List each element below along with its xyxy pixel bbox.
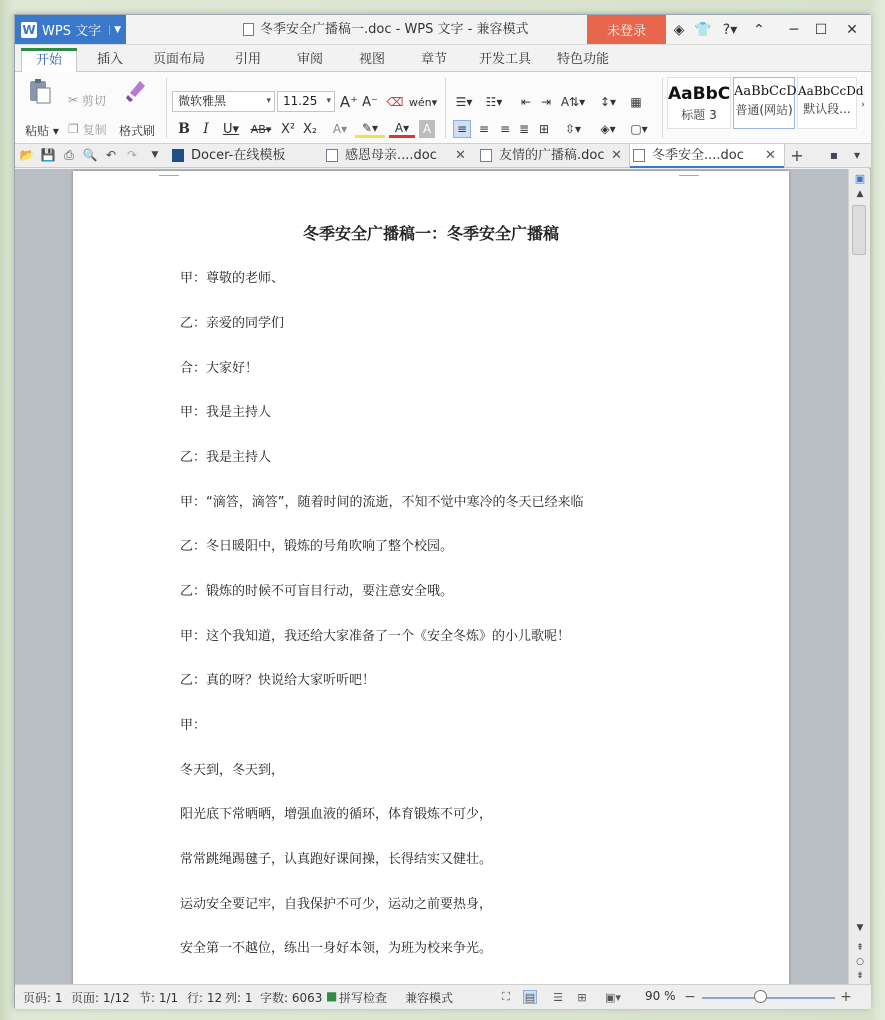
paragraph[interactable]: 合：大家好！ (180, 361, 259, 376)
subscript-icon[interactable]: X₂ (302, 121, 318, 137)
zoom-slider-thumb[interactable] (754, 990, 767, 1003)
print-icon[interactable]: ⎙ (64, 147, 74, 162)
font-size-select[interactable]: 11.25 ▾ (277, 91, 335, 112)
ruler-toggle-icon[interactable]: ▣ (854, 171, 866, 185)
superscript-icon[interactable]: X² (280, 121, 296, 137)
separator (662, 78, 663, 138)
doc-tab-gratitude-mother[interactable] (323, 144, 471, 168)
cut-button[interactable] (68, 92, 106, 108)
copy-label: 复制 (82, 122, 107, 137)
style-preview: AaBbCcD (734, 84, 797, 99)
italic-icon[interactable]: I (203, 121, 209, 137)
shirt-icon[interactable]: 👕 (694, 21, 712, 38)
paragraph[interactable]: 甲： (180, 718, 207, 733)
grow-font-icon[interactable]: A⁺ (339, 93, 359, 111)
paste-button[interactable]: 粘贴 ▾ (25, 124, 59, 138)
separator (166, 78, 167, 138)
spell-check-button[interactable]: 拼写检查 (339, 991, 388, 1005)
vertical-scrollbar[interactable] (848, 169, 870, 984)
document-icon (243, 23, 254, 36)
style-heading3[interactable] (667, 77, 731, 129)
close-icon[interactable]: ✕ (611, 148, 622, 163)
tab-home[interactable]: 开始 (21, 48, 77, 73)
paragraph[interactable]: 乙：亲爱的同学们 (180, 316, 285, 331)
distributed-icon[interactable]: ⊞ (538, 122, 550, 136)
paragraph[interactable]: 甲：尊敬的老师、 (180, 271, 285, 286)
paragraph[interactable]: 运动安全要记牢，自我保护不可少，运动之前要热身， (180, 897, 493, 912)
justify-icon[interactable]: ≣ (518, 122, 530, 136)
tab-view[interactable]: 视图 (358, 52, 385, 67)
save-icon[interactable]: 💾 (40, 148, 56, 162)
style-caption: 普通(网站) (735, 103, 793, 117)
close-icon[interactable]: ✕ (765, 148, 776, 163)
style-normal-web[interactable] (733, 77, 795, 129)
web-view-icon[interactable]: ⊞ (577, 990, 587, 1004)
style-default-paragraph[interactable] (797, 77, 864, 129)
copy-icon: ❐ (68, 122, 79, 136)
paste-icon[interactable] (25, 76, 55, 106)
redo-icon[interactable]: ↷ (126, 148, 138, 162)
scissors-icon: ✂ (68, 93, 79, 107)
paragraph[interactable]: 甲：这个我知道，我还给大家准备了一个《安全冬炼》的小儿歌呢！ (180, 629, 571, 644)
style-caption: 标题 3 (681, 108, 717, 122)
paragraph[interactable]: 冬天到，冬天到， (180, 763, 285, 778)
clear-format-icon[interactable]: ⌫ (386, 95, 404, 109)
wps-window (14, 14, 870, 1008)
print-preview-icon[interactable]: 🔍 (82, 148, 98, 162)
highlight-icon[interactable]: ✎▾ (355, 120, 385, 138)
bold-icon[interactable]: B (178, 121, 190, 137)
zoom-slider-track[interactable] (702, 997, 835, 999)
separator (445, 78, 446, 138)
decrease-indent-icon[interactable]: ⇤ (520, 95, 532, 109)
doc-tab-docer[interactable] (169, 144, 317, 168)
underline-icon[interactable]: U▾ (222, 121, 240, 137)
document-tabs-bar (15, 144, 871, 168)
document-icon (326, 149, 338, 162)
window-title-text: 冬季安全广播稿一.doc - WPS 文字 - 兼容模式 (260, 22, 529, 37)
tab-menu-icon[interactable]: ▾ (853, 148, 861, 162)
chinese-layout-icon[interactable]: A⇅▾ (560, 95, 586, 109)
document-page[interactable] (73, 171, 789, 1001)
status-bar (15, 984, 871, 1009)
document-icon (480, 149, 492, 162)
paragraph[interactable]: 乙：我是主持人 (180, 450, 272, 465)
format-painter-button[interactable]: 格式刷 (119, 124, 156, 138)
menu-bar (15, 45, 871, 72)
sort-icon[interactable]: ↕▾ (599, 95, 617, 109)
shrink-font-icon[interactable]: A⁻ (362, 94, 378, 110)
document-icon (633, 149, 645, 162)
strikethrough-icon[interactable]: AB▾ (250, 122, 272, 136)
page-corner-mark (159, 171, 179, 176)
skin-icon[interactable]: ◈ (673, 21, 685, 38)
bullets-icon[interactable]: ☰▾ (455, 95, 473, 109)
line-spacing-icon[interactable]: ⇳▾ (564, 122, 582, 136)
doc-tab-label: Docer-在线模板 (191, 148, 286, 163)
reading-view-icon[interactable]: ▣▾ (605, 990, 621, 1004)
close-button[interactable]: ✕ (846, 21, 858, 38)
align-right-icon[interactable]: ≡ (499, 122, 511, 136)
login-button[interactable]: 未登录 (587, 15, 666, 44)
status-row: 行: 12 (187, 991, 223, 1005)
help-icon[interactable]: ?▾ (722, 21, 738, 38)
tab-list-icon[interactable]: ▪ (829, 148, 839, 162)
compat-mode-label: 兼容模式 (405, 991, 454, 1005)
tab-review[interactable]: 审阅 (296, 52, 323, 67)
paragraph[interactable]: 甲：我是主持人 (180, 405, 272, 420)
paragraph[interactable]: 甲：“滴答，滴答”，随着时间的流逝，不知不觉中寒冷的冬天已经来临 (180, 495, 584, 510)
tab-references[interactable]: 引用 (234, 52, 261, 67)
zoom-in-icon[interactable]: + (840, 989, 852, 1005)
select-browse-object-icon[interactable]: ○ (856, 957, 864, 967)
outline-view-icon[interactable]: ☰ (553, 990, 563, 1004)
wps-logo-icon: W (22, 22, 36, 37)
align-left-icon[interactable]: ≡ (453, 120, 471, 138)
fullscreen-view-icon[interactable]: ⛶ (502, 990, 510, 1003)
copy-button[interactable] (68, 121, 107, 137)
paragraph[interactable]: 乙：冬日暖阳中，锻炼的号角吹响了整个校园。 (180, 539, 454, 554)
paragraph-shading-icon[interactable]: ◈▾ (600, 122, 616, 136)
next-page-icon[interactable]: ⇟ (856, 971, 864, 981)
tab-special-features[interactable]: 特色功能 (556, 52, 609, 67)
page-view-icon[interactable]: ▤ (524, 990, 536, 1004)
tab-developer[interactable]: 开发工具 (478, 52, 531, 67)
page-corner-mark (679, 171, 699, 176)
status-section[interactable]: 节: 1/1 (139, 991, 179, 1005)
title-bar (15, 15, 871, 45)
paragraph[interactable]: 乙：真的呀？快说给大家听听吧！ (180, 673, 376, 688)
scroll-up-icon[interactable]: ▲ (856, 189, 864, 199)
style-caption: 默认段... (803, 102, 851, 116)
table-icon[interactable]: ▦ (630, 95, 642, 109)
border-icon[interactable]: ▢▾ (630, 122, 648, 136)
close-icon[interactable]: ✕ (455, 148, 466, 163)
scroll-down-icon[interactable]: ▼ (856, 923, 864, 933)
status-word-count[interactable]: 字数: 6063 (260, 991, 323, 1005)
app-name: WPS 文字 (42, 24, 102, 39)
zoom-level[interactable]: 90 % (645, 989, 676, 1003)
customize-toolbar-icon[interactable]: ▼ (151, 150, 159, 160)
minimize-button[interactable]: ─ (789, 21, 799, 38)
doc-tab-label: 感恩母亲....doc (345, 148, 437, 163)
text-effect-icon[interactable]: A▾ (332, 122, 348, 136)
font-name-select[interactable]: 微软雅黑 ▾ (172, 91, 275, 112)
ribbon-home (15, 72, 871, 144)
docer-icon (172, 149, 184, 162)
style-preview: AaBbC (668, 84, 731, 104)
paragraph[interactable]: 阳光底下常晒晒，增强血液的循环，体育锻炼不可少， (180, 807, 493, 822)
style-preview: AaBbCcDd (798, 84, 864, 98)
increase-indent-icon[interactable]: ⇥ (540, 95, 552, 109)
tab-chapter[interactable]: 章节 (420, 52, 447, 67)
open-folder-icon[interactable]: 📂 (19, 148, 35, 162)
phonetic-icon[interactable]: wén▾ (408, 95, 438, 109)
paragraph[interactable]: 常常跳绳踢毽子，认真跑好课间操，长得结实又健壮。 (180, 852, 493, 867)
status-pages[interactable]: 页面: 1/12 (71, 991, 130, 1005)
status-col: 列: 1 (225, 991, 253, 1005)
chevron-down-icon: ▼ (109, 25, 121, 35)
chevron-right-icon[interactable]: › (861, 100, 865, 110)
collapse-ribbon-icon[interactable]: ⌃ (753, 21, 765, 38)
doc-tab-winter-safety[interactable] (629, 144, 785, 168)
paragraph[interactable]: 乙：锻炼的时候不可盲目行动，要注意安全哦。 (180, 584, 454, 599)
document-canvas[interactable] (15, 169, 849, 984)
align-center-icon[interactable]: ≡ (478, 122, 490, 136)
tab-page-layout[interactable]: 页面布局 (152, 52, 205, 67)
window-title (243, 15, 528, 44)
zoom-out-icon[interactable]: − (684, 989, 696, 1005)
doc-tab-friendship[interactable] (477, 144, 627, 168)
maximize-button[interactable]: ☐ (814, 21, 828, 38)
char-shading-icon[interactable]: A (419, 120, 435, 138)
spell-check-icon: ■ (326, 989, 338, 1003)
undo-icon[interactable]: ↶ (105, 148, 117, 162)
numbering-icon[interactable]: ☷▾ (485, 95, 503, 109)
status-page[interactable]: 页码: 1 (23, 991, 63, 1005)
document-title[interactable]: 冬季安全广播稿一：冬季安全广播稿 (302, 224, 559, 243)
paragraph[interactable]: 安全第一不越位，练出一身好本领，为班为校来争光。 (180, 941, 493, 956)
app-menu-button[interactable] (15, 15, 126, 44)
previous-page-icon[interactable]: ⇞ (856, 943, 864, 953)
doc-tab-label: 冬季安全....doc (652, 148, 744, 163)
tab-insert[interactable]: 插入 (96, 52, 123, 67)
format-painter-icon[interactable] (123, 76, 149, 104)
font-color-icon[interactable]: A▾ (389, 120, 415, 138)
new-tab-icon[interactable]: + (790, 145, 804, 165)
scrollbar-thumb[interactable] (852, 205, 866, 255)
cut-label: 剪切 (81, 93, 106, 108)
doc-tab-label: 友情的广播稿.doc (499, 148, 605, 163)
